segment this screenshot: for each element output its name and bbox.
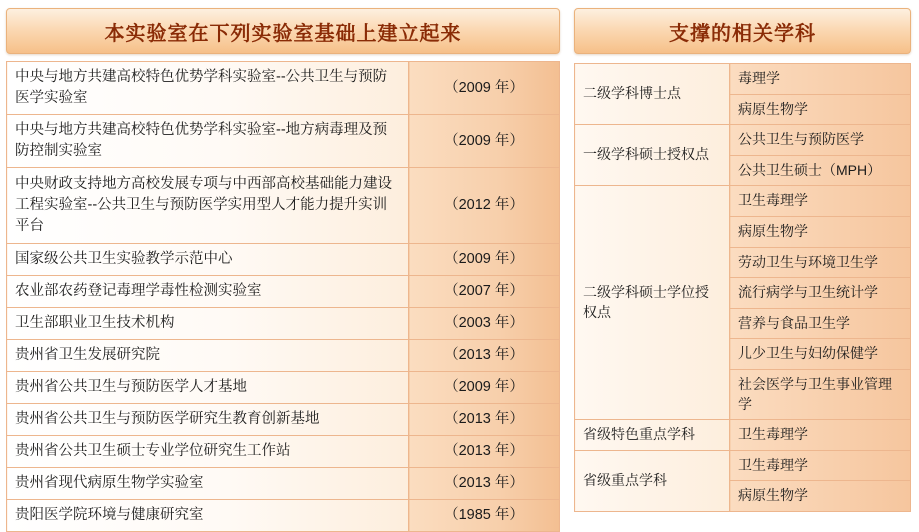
discipline-item-cell: 病原生物学 bbox=[730, 94, 911, 125]
discipline-item-cell: 社会医学与卫生事业管理学 bbox=[730, 369, 911, 419]
lab-name-cell: 贵州省公共卫生硕士专业学位研究生工作站 bbox=[7, 436, 409, 468]
discipline-item-cell: 卫生毒理学 bbox=[730, 186, 911, 217]
lab-year-cell: （2013 年） bbox=[409, 404, 560, 436]
discipline-table-body bbox=[575, 64, 911, 512]
discipline-item-cell: 劳动卫生与环境卫生学 bbox=[730, 247, 911, 278]
lab-name-cell: 卫生部职业卫生技术机构 bbox=[7, 308, 409, 340]
lab-name-cell: 贵阳医学院环境与健康研究室 bbox=[7, 500, 409, 532]
table-row bbox=[575, 64, 911, 95]
lab-year-cell: （2013 年） bbox=[409, 468, 560, 500]
discipline-category-cell: 二级学科硕士学位授权点 bbox=[575, 186, 730, 420]
discipline-category-cell: 二级学科博士点 bbox=[575, 64, 730, 125]
lab-year-cell: （2013 年） bbox=[409, 436, 560, 468]
discipline-item-cell: 儿少卫生与妇幼保健学 bbox=[730, 339, 911, 370]
discipline-category-cell: 一级学科硕士授权点 bbox=[575, 125, 730, 186]
lab-year-cell: （1985 年） bbox=[409, 500, 560, 532]
lab-year-cell: （2012 年） bbox=[409, 168, 560, 244]
discipline-item-cell: 病原生物学 bbox=[730, 216, 911, 247]
lab-name-cell: 农业部农药登记毒理学毒性检测实验室 bbox=[7, 276, 409, 308]
table-row bbox=[7, 115, 560, 168]
lab-name-cell: 贵州省卫生发展研究院 bbox=[7, 340, 409, 372]
lab-year-cell: （2013 年） bbox=[409, 340, 560, 372]
discipline-category-cell: 省级重点学科 bbox=[575, 450, 730, 511]
table-row bbox=[7, 62, 560, 115]
lab-year-cell: （2009 年） bbox=[409, 244, 560, 276]
discipline-item-cell: 公共卫生与预防医学 bbox=[730, 125, 911, 156]
lab-name-cell: 中央财政支持地方高校发展专项与中西部高校基础能力建设工程实验室--公共卫生与预防医学实用型人才能力提升实训平台 bbox=[7, 168, 409, 244]
table-row bbox=[575, 420, 911, 451]
lab-foundation-table bbox=[6, 61, 560, 532]
lab-year-cell: （2007 年） bbox=[409, 276, 560, 308]
lab-year-cell: （2003 年） bbox=[409, 308, 560, 340]
discipline-table bbox=[574, 63, 911, 512]
lab-name-cell: 国家级公共卫生实验教学示范中心 bbox=[7, 244, 409, 276]
discipline-category-cell: 省级特色重点学科 bbox=[575, 420, 730, 451]
table-row bbox=[7, 404, 560, 436]
discipline-item-cell: 卫生毒理学 bbox=[730, 420, 911, 451]
table-row bbox=[7, 436, 560, 468]
table-row bbox=[7, 168, 560, 244]
lab-name-cell: 贵州省现代病原生物学实验室 bbox=[7, 468, 409, 500]
table-row bbox=[7, 276, 560, 308]
table-row bbox=[7, 244, 560, 276]
lab-name-cell: 中央与地方共建高校特色优势学科实验室--地方病毒理及预防控制实验室 bbox=[7, 115, 409, 168]
right-panel-title: 支撑的相关学科 bbox=[574, 8, 911, 54]
lab-table-body bbox=[7, 62, 560, 532]
discipline-item-cell: 卫生毒理学 bbox=[730, 450, 911, 481]
table-row bbox=[7, 500, 560, 532]
table-row bbox=[7, 340, 560, 372]
left-panel-title: 本实验室在下列实验室基础上建立起来 bbox=[6, 8, 560, 54]
right-panel bbox=[566, 0, 919, 504]
table-row bbox=[575, 450, 911, 481]
table-row bbox=[575, 186, 911, 217]
discipline-item-cell: 流行病学与卫生统计学 bbox=[730, 278, 911, 309]
lab-name-cell: 贵州省公共卫生与预防医学研究生教育创新基地 bbox=[7, 404, 409, 436]
lab-year-cell: （2009 年） bbox=[409, 115, 560, 168]
discipline-item-cell: 毒理学 bbox=[730, 64, 911, 95]
table-row bbox=[7, 372, 560, 404]
discipline-item-cell: 公共卫生硕士（MPH） bbox=[730, 155, 911, 186]
lab-name-cell: 中央与地方共建高校特色优势学科实验室--公共卫生与预防医学实验室 bbox=[7, 62, 409, 115]
discipline-item-cell: 营养与食品卫生学 bbox=[730, 308, 911, 339]
lab-name-cell: 贵州省公共卫生与预防医学人才基地 bbox=[7, 372, 409, 404]
table-row bbox=[7, 308, 560, 340]
lab-year-cell: （2009 年） bbox=[409, 62, 560, 115]
discipline-item-cell: 病原生物学 bbox=[730, 481, 911, 512]
table-row bbox=[575, 125, 911, 156]
lab-year-cell: （2009 年） bbox=[409, 372, 560, 404]
